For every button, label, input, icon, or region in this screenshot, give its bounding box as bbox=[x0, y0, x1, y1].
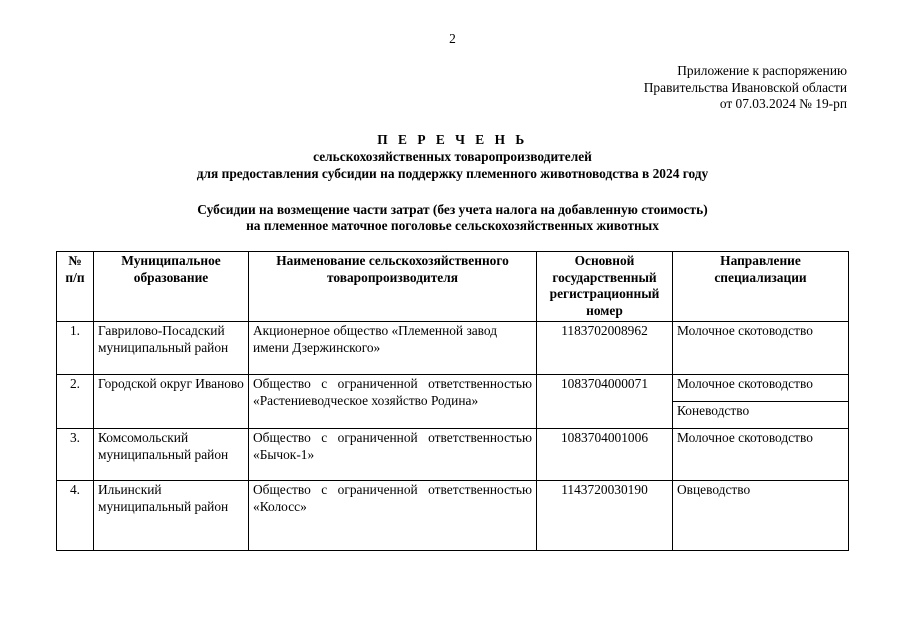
appendix-line: от 07.03.2024 № 19-рп bbox=[719, 96, 847, 111]
row-specialization: Молочное скотоводство bbox=[673, 322, 849, 375]
row-specialization bbox=[673, 375, 849, 429]
table-row bbox=[57, 322, 849, 375]
title-heading: П Е Р Е Ч Е Н Ь bbox=[377, 132, 528, 147]
header-specialization: Направление специализации bbox=[673, 252, 849, 322]
row-municipality: Городской округ Иваново bbox=[94, 375, 249, 429]
appendix-line: Правительства Ивановской области bbox=[643, 79, 847, 95]
row-num: 4. bbox=[57, 481, 94, 551]
specialization-item: Коневодство bbox=[673, 401, 848, 428]
title-line: сельскохозяйственных товаропроизводителей bbox=[313, 149, 592, 164]
row-num: 3. bbox=[57, 429, 94, 481]
table-row bbox=[57, 481, 849, 551]
subtitle-line: Субсидии на возмещение части затрат (без учета налога на добавленную стоимость) bbox=[197, 202, 708, 217]
title-line: для предоставления субсидии на поддержку племенного животноводства в 2024 году bbox=[196, 166, 709, 181]
row-ogrn: 1143720030190 bbox=[537, 481, 673, 551]
row-producer: Общество с ограниченной ответственностью «Бычок-1» bbox=[249, 429, 537, 481]
row-specialization: Молочное скотоводство bbox=[673, 429, 849, 481]
row-municipality: Гаврилово-Посадский муниципальный район bbox=[94, 322, 249, 375]
row-specialization: Овцеводство bbox=[673, 481, 849, 551]
table-row bbox=[57, 429, 849, 481]
header-ogrn: Основной государственный регистрационный номер bbox=[537, 252, 673, 322]
table-row bbox=[57, 375, 849, 429]
row-ogrn: 1183702008962 bbox=[537, 322, 673, 375]
appendix-line: Приложение к распоряжению bbox=[677, 63, 847, 78]
row-num: 2. bbox=[57, 375, 94, 429]
producers-table bbox=[56, 251, 849, 551]
specialization-item: Молочное скотоводство bbox=[677, 376, 813, 391]
table-header-row bbox=[57, 252, 849, 322]
row-producer: Общество с ограниченной ответственностью «Колосс» bbox=[249, 481, 537, 551]
document-title bbox=[0, 131, 905, 182]
row-municipality: Комсомольский муниципальный район bbox=[94, 429, 249, 481]
row-producer: Общество с ограниченной ответственностью «Растениеводческое хозяйство Родина» bbox=[249, 375, 537, 429]
row-municipality: Ильинский муниципальный район bbox=[94, 481, 249, 551]
page-number: 2 bbox=[449, 31, 456, 46]
row-ogrn: 1083704001006 bbox=[537, 429, 673, 481]
header-num: № п/п bbox=[57, 252, 94, 322]
appendix-block bbox=[644, 63, 847, 113]
header-producer: Наименование сельскохозяйственного товаропроизводителя bbox=[249, 252, 537, 322]
subtitle-line: на племенное маточное поголовье сельскохозяйственных животных bbox=[246, 218, 659, 233]
row-ogrn: 1083704000071 bbox=[537, 375, 673, 429]
row-producer: Акционерное общество «Племенной завод имени Дзержинского» bbox=[249, 322, 537, 375]
row-num: 1. bbox=[57, 322, 94, 375]
document-subtitle bbox=[0, 202, 905, 234]
header-municipality: Муниципальное образование bbox=[94, 252, 249, 322]
